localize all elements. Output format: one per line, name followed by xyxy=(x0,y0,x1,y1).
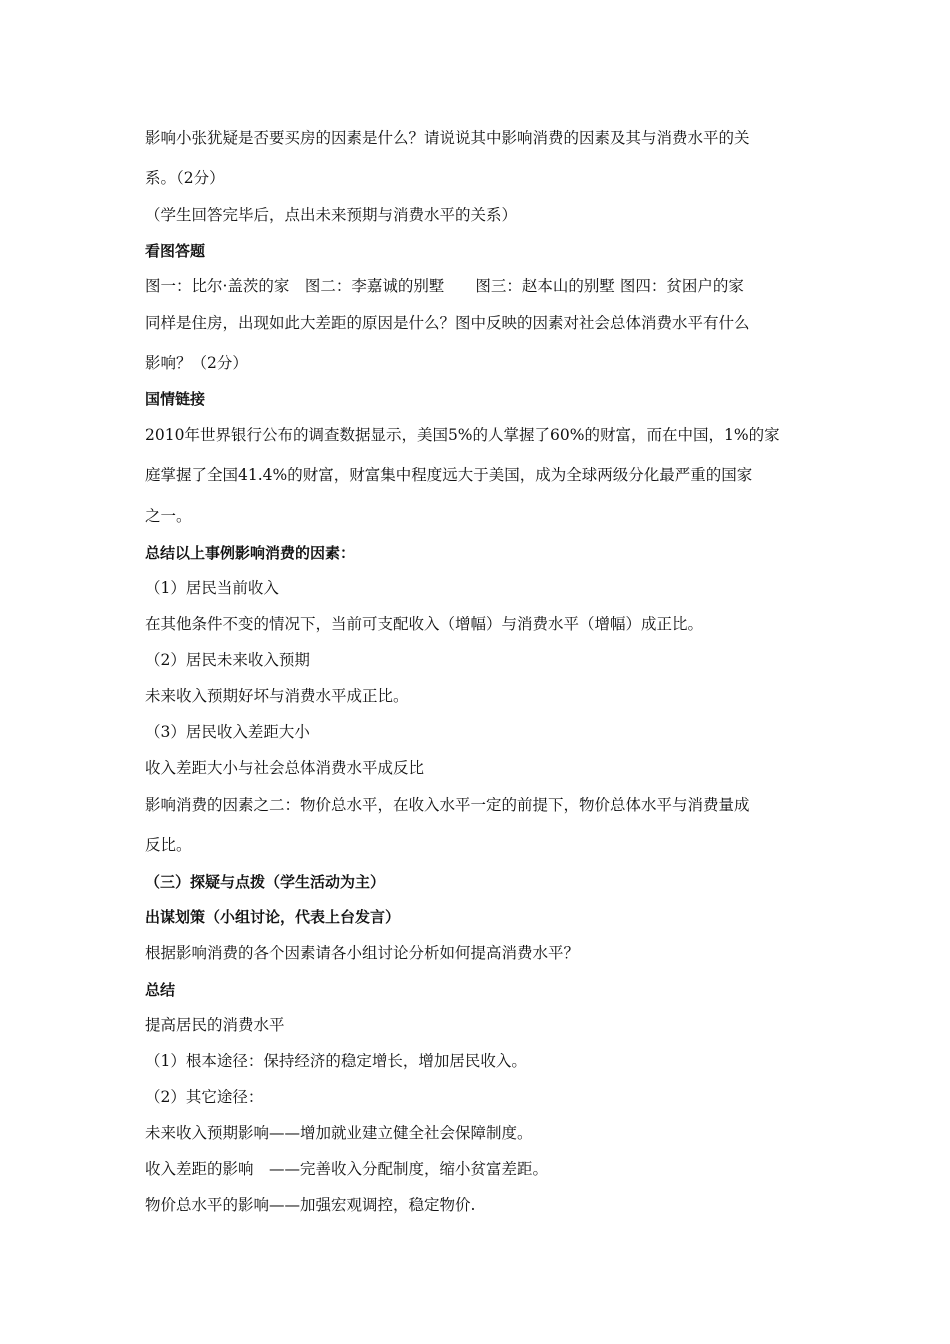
summary-path-2a: 未来收入预期影响——增加就业建立健全社会保障制度。 xyxy=(145,1124,533,1142)
section-heading-summary: 总结 xyxy=(145,981,176,999)
section-heading-national-link: 国情链接 xyxy=(145,390,206,408)
factor-3-title: （3）居民收入差距大小 xyxy=(145,723,310,741)
picture-question-line-2: 影响？（2分） xyxy=(145,354,248,372)
national-link-line-1: 2010年世界银行公布的调查数据显示，美国5%的人掌握了60%的财富，而在中国，1%的家 xyxy=(145,426,780,444)
section-heading-picture-questions: 看图答题 xyxy=(145,242,206,260)
section-heading-group-discussion: 出谋划策（小组讨论，代表上台发言） xyxy=(145,908,401,926)
factor-1-body: 在其他条件不变的情况下，当前可支配收入（增幅）与消费水平（增幅）成正比。 xyxy=(145,615,704,633)
factor-1-title: （1）居民当前收入 xyxy=(145,579,279,597)
discussion-prompt: 根据影响消费的各个因素请各小组讨论分析如何提高消费水平？ xyxy=(145,944,580,962)
question-line-1: 影响小张犹疑是否要买房的因素是什么？请说说其中影响消费的因素及其与消费水平的关 xyxy=(145,129,750,147)
national-link-line-3: 之一。 xyxy=(145,507,192,525)
summary-path-2c: 物价总水平的影响——加强宏观调控，稳定物价. xyxy=(145,1196,476,1214)
picture-captions: 图一：比尔·盖茨的家 图二：李嘉诚的别墅 图三：赵本山的别墅 图四：贫困户的家 xyxy=(145,277,744,295)
question-line-2: 系。（2分） xyxy=(145,169,225,187)
summary-path-2b: 收入差距的影响 ——完善收入分配制度，缩小贫富差距。 xyxy=(145,1160,549,1178)
factor-2-title: （2）居民未来收入预期 xyxy=(145,651,310,669)
summary-path-1: （1）根本途径：保持经济的稳定增长，增加居民收入。 xyxy=(145,1052,527,1070)
factor-price-line-1: 影响消费的因素之二：物价总水平，在收入水平一定的前提下，物价总体水平与消费量成 xyxy=(145,796,750,814)
factor-price-line-2: 反比。 xyxy=(145,836,192,854)
summary-title: 提高居民的消费水平 xyxy=(145,1016,285,1034)
factor-2-body: 未来收入预期好坏与消费水平成正比。 xyxy=(145,687,409,705)
summary-path-2-title: （2）其它途径： xyxy=(145,1088,264,1106)
factor-3-body: 收入差距大小与社会总体消费水平成反比 xyxy=(145,759,425,777)
section-heading-summary-factors: 总结以上事例影响消费的因素： xyxy=(145,544,356,562)
section-heading-inquiry: （三）探疑与点拨（学生活动为主） xyxy=(145,873,386,891)
picture-question-line-1: 同样是住房，出现如此大差距的原因是什么？图中反映的因素对社会总体消费水平有什么 xyxy=(145,314,750,332)
national-link-line-2: 庭掌握了全国41.4%的财富，财富集中程度远大于美国，成为全球两级分化最严重的国家 xyxy=(145,466,753,484)
teacher-note: （学生回答完毕后，点出未来预期与消费水平的关系） xyxy=(145,206,518,224)
